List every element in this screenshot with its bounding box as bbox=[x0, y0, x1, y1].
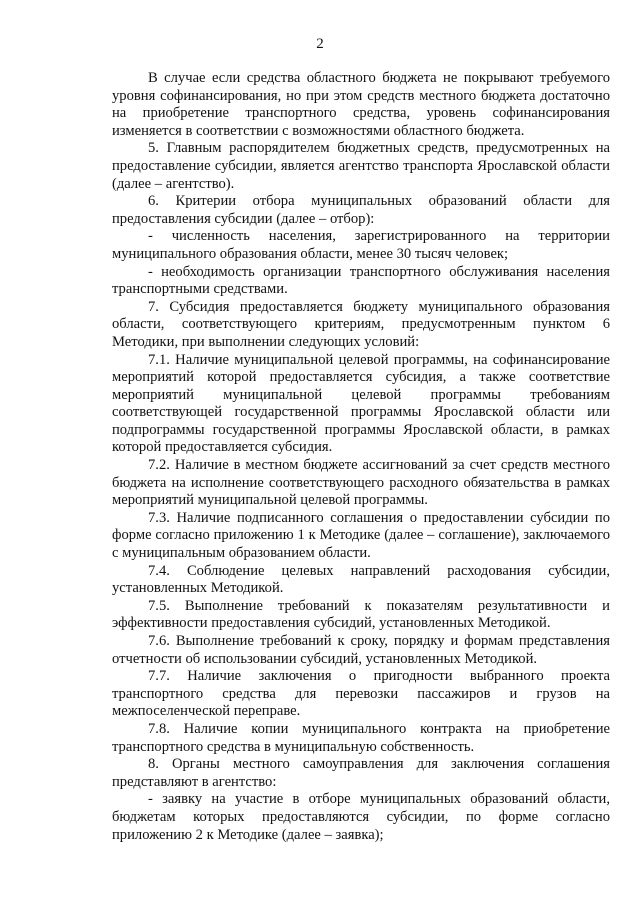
page-number: 2 bbox=[316, 36, 324, 52]
paragraph-5: 5. Главным распорядителем бюджетных средств, предусмотренных на предоставление субсидии, является агентство транспорта Ярославской области (далее – агентство). bbox=[112, 140, 610, 192]
paragraph-6-item-population: - численность населения, зарегистрированного на территории муниципального образования области, менее 30 тысяч человек; bbox=[112, 228, 610, 262]
paragraph-7-1: 7.1. Наличие муниципальной целевой программы, на софинансирование мероприятий которой предоставляется субсидия, а также соответствие мероприятий муниципальной целевой программы требованиям соответствующей государственной программы Ярославской области или подпрограммы государственной программы Ярославской области, в рамках которой предоставляется субсидия. bbox=[112, 351, 610, 456]
paragraph-6: 6. Критерии отбора муниципальных образований области для предоставления субсидии (далее – отбор): bbox=[112, 193, 610, 227]
paragraph-7-2: 7.2. Наличие в местном бюджете ассигнований за счет средств местного бюджета на исполнение соответствующего расходного обязательства в рамках мероприятий муниципальной целевой программы. bbox=[112, 457, 610, 509]
paragraph-7-8: 7.8. Наличие копии муниципального контракта на приобретение транспортного средства в муниципальную собственность. bbox=[112, 720, 610, 755]
paragraph-7-5: 7.5. Выполнение требований к показателям результативности и эффективности предоставления субсидий, установленных Методикой. bbox=[112, 597, 610, 632]
paragraph-8-item-application: - заявку на участие в отборе муниципальных образований области, бюджетам которых предоставляются субсидии, по форме согласно приложению 2 к Методике (далее – заявка); bbox=[112, 791, 610, 843]
paragraph-8: 8. Органы местного самоуправления для заключения соглашения представляют в агентство: bbox=[112, 756, 610, 790]
paragraph-6-item-transport: - необходимость организации транспортного обслуживания населения транспортными средствами. bbox=[112, 263, 610, 298]
paragraph-7-3: 7.3. Наличие подписанного соглашения о предоставлении субсидии по форме согласно приложению 1 к Методике (далее – соглашение), заключаемого с муниципальным образованием области. bbox=[112, 509, 610, 562]
paragraph-7-6: 7.6. Выполнение требований к сроку, порядку и формам представления отчетности об использовании субсидий, установленных Методикой. bbox=[112, 633, 610, 667]
paragraph-cofinancing: В случае если средства областного бюджета не покрывают требуемого уровня софинансирования, но при этом средств местного бюджета достаточно на приобретение транспортного средства, уровень софинансирования изменяется в соответствии с возможностями областного бюджета. bbox=[112, 70, 610, 139]
document-body bbox=[112, 70, 610, 844]
paragraph-7: 7. Субсидия предоставляется бюджету муниципального образования области, соответствующего критериям, предусмотренным пунктом 6 Методики, при выполнении следующих условий: bbox=[112, 298, 610, 350]
paragraph-7-7: 7.7. Наличие заключения о пригодности выбранного проекта транспортного средства для перевозки пассажиров и грузов на межпоселенческой переправе. bbox=[112, 668, 610, 720]
paragraph-7-4: 7.4. Соблюдение целевых направлений расходования субсидии, установленных Методикой. bbox=[112, 562, 610, 597]
